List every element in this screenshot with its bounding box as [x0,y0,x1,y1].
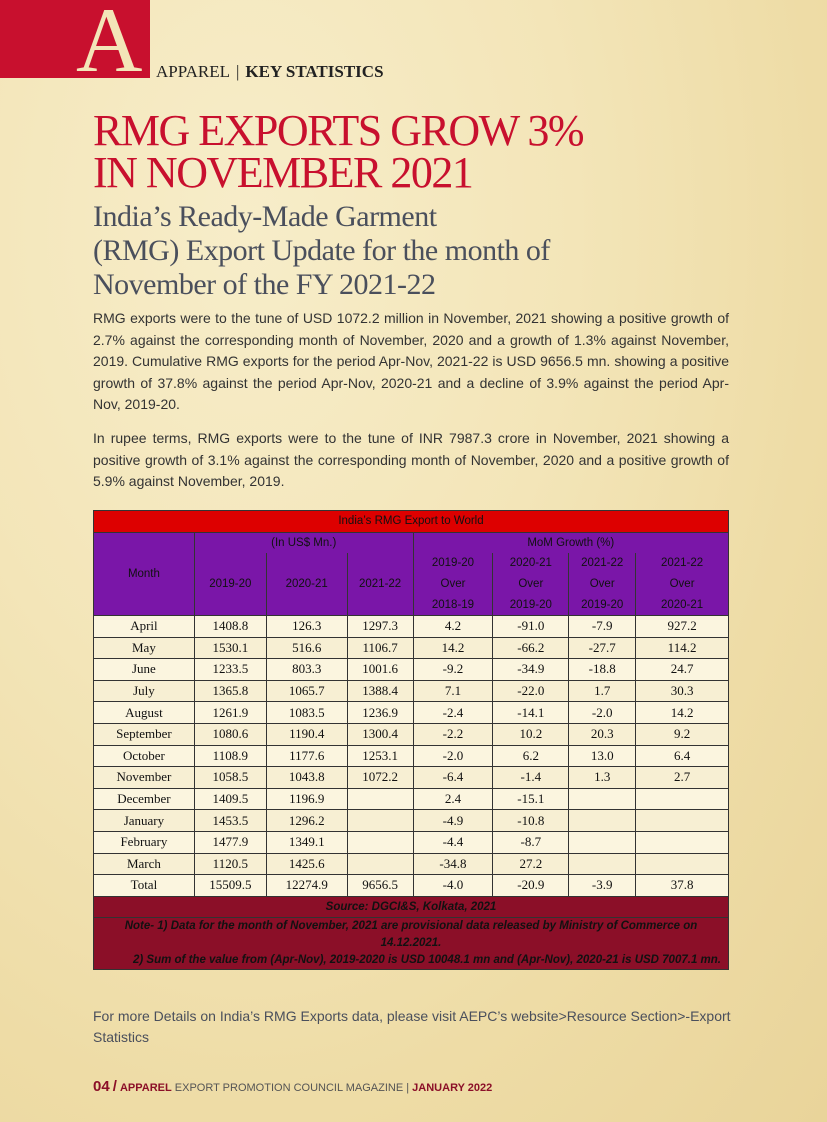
brand-logo-letter: A [76,0,143,91]
table-row [94,810,729,832]
table-cell: -1.4 [493,767,569,789]
page-subtitle [93,200,733,302]
table-source: Source: DGCI&S, Kolkata, 2021 [94,896,729,918]
table-cell: 9.2 [636,723,729,745]
table-row [94,615,729,637]
table-cell: -10.8 [493,810,569,832]
table-cell [636,853,729,875]
table-cell: 1043.8 [266,767,347,789]
mom-header-1-over: Over [413,574,493,595]
table-cell [569,831,636,853]
table-cell: 1425.6 [266,853,347,875]
table-cell: 516.6 [266,637,347,659]
table-cell: 1253.1 [347,745,413,767]
table-cell: -20.9 [493,875,569,897]
footer-apparel: APPAREL [119,1082,172,1094]
table-row [94,702,729,724]
table-note-2: 2) Sum of the value from (Apr-Nov), 2019-2020 is USD 10048.1 mn and (Apr-Nov), 2020-21 is USD 7007.1 mn. [133,954,721,967]
table-cell: 1072.2 [347,767,413,789]
table-cell-month: April [94,615,195,637]
table-cell: 1365.8 [194,680,266,702]
table-cell: 1300.4 [347,723,413,745]
section-name: APPAREL [156,62,231,81]
table-cell: 1236.9 [347,702,413,724]
table-cell: 803.3 [266,659,347,681]
table-cell: 1065.7 [266,680,347,702]
table-cell: -3.9 [569,875,636,897]
table-cell: 15509.5 [194,875,266,897]
table-cell: 1.3 [569,767,636,789]
table-cell: -2.0 [413,745,493,767]
footer-org: EXPORT PROMOTION COUNCIL MAGAZINE [174,1082,404,1094]
table-cell: -91.0 [493,615,569,637]
table-cell-month: May [94,637,195,659]
table-cell [347,810,413,832]
mom-header-2-over: Over [493,574,569,595]
table-cell: -66.2 [493,637,569,659]
table-cell: 12274.9 [266,875,347,897]
table-cell: 1477.9 [194,831,266,853]
body-paragraph-2: In rupee terms, RMG exports were to the tune of INR 7987.3 crore in November, 2021 showing a positive growth of 3.1% against the corresponding month of November, 2020 and a positive growth of 5.9% against November, 2019. [93,430,729,489]
table-row [94,723,729,745]
table-cell: -8.7 [493,831,569,853]
table-cell [347,831,413,853]
table-cell: 30.3 [636,680,729,702]
table-cell: -6.4 [413,767,493,789]
table-cell [569,788,636,810]
table-cell: -34.9 [493,659,569,681]
table-cell: 1530.1 [194,637,266,659]
table-cell: 37.8 [636,875,729,897]
mom-header-4-base: 2020-21 [636,594,729,615]
table-cell [347,788,413,810]
table-cell: -4.4 [413,831,493,853]
group-header-mom: MoM Growth (%) [413,532,728,553]
table-cell: -34.8 [413,853,493,875]
table-cell: 1453.5 [194,810,266,832]
table-cell: 1080.6 [194,723,266,745]
title-line-1: RMG EXPORTS GROW 3% [93,106,583,155]
table-cell-month: February [94,831,195,853]
table-row [94,680,729,702]
rmg-export-table [93,510,729,970]
table-cell: 1083.5 [266,702,347,724]
table-cell: 1261.9 [194,702,266,724]
table-cell: 2.7 [636,767,729,789]
table-cell: 1388.4 [347,680,413,702]
table-row [94,745,729,767]
footer-slash: / [112,1078,117,1095]
page-number: 04 [93,1078,110,1095]
table-cell: -2.4 [413,702,493,724]
table-notes [94,918,729,970]
table-cell: 1.7 [569,680,636,702]
subsection-name: KEY STATISTICS [245,62,384,81]
table-cell-month: November [94,767,195,789]
col-header-2019: 2019-20 [194,553,266,615]
table-cell: 1001.6 [347,659,413,681]
col-header-2020: 2020-21 [266,553,347,615]
table-cell: 126.3 [266,615,347,637]
table-cell-month: Total [94,875,195,897]
table-cell-month: September [94,723,195,745]
table-cell-month: December [94,788,195,810]
table-cell: -4.0 [413,875,493,897]
table-cell: 1177.6 [266,745,347,767]
table-cell: -18.8 [569,659,636,681]
mom-header-4-over: Over [636,574,729,595]
table-row [94,659,729,681]
table-cell: 1408.8 [194,615,266,637]
table-cell: 2.4 [413,788,493,810]
table-cell: 927.2 [636,615,729,637]
mom-header-1-base: 2018-19 [413,594,493,615]
mom-header-3-over: Over [569,574,636,595]
section-separator: | [236,62,240,81]
table-cell: 1296.2 [266,810,347,832]
mom-header-4: 2021-22 [636,553,729,574]
section-header [156,62,384,82]
mom-header-2-base: 2019-20 [493,594,569,615]
table-cell: -22.0 [493,680,569,702]
table-cell: -7.9 [569,615,636,637]
subtitle-line-3: November of the FY 2021-22 [93,268,436,301]
table-row [94,875,729,897]
mom-header-3: 2021-22 [569,553,636,574]
table-cell: -2.2 [413,723,493,745]
table-row [94,637,729,659]
table-cell: 13.0 [569,745,636,767]
mom-header-1: 2019-20 [413,553,493,574]
table-cell: -15.1 [493,788,569,810]
table-cell-month: October [94,745,195,767]
table-cell: 9656.5 [347,875,413,897]
table-cell: -14.1 [493,702,569,724]
table-cell [636,831,729,853]
table-cell [636,788,729,810]
table-cell: 27.2 [493,853,569,875]
table-cell: 1349.1 [266,831,347,853]
table-cell: 1196.9 [266,788,347,810]
table-cell: 6.2 [493,745,569,767]
table-row [94,788,729,810]
table-cell: 1409.5 [194,788,266,810]
more-details-text: For more Details on India’s RMG Exports data, please visit AEPC’s website>Resource Section>-Export Statistics [93,1008,731,1045]
table-cell [569,810,636,832]
page-title [93,106,733,197]
subtitle-line-1: India’s Ready-Made Garment [93,200,437,233]
table-cell: 14.2 [413,637,493,659]
title-line-2: IN NOVEMBER 2021 [93,148,473,197]
table-cell-month: July [94,680,195,702]
table-cell: 1108.9 [194,745,266,767]
table-cell: 114.2 [636,637,729,659]
table-cell [569,853,636,875]
table-cell: 20.3 [569,723,636,745]
table-cell: 1190.4 [266,723,347,745]
body-paragraph-1: RMG exports were to the tune of USD 1072.2 million in November, 2021 showing a positive growth of 2.7% against the corresponding month of November, 2020 and a growth of 1.3% against November, 2019. Cumulative RMG exports for the period Apr-Nov, 2021-22 is USD 9656.5 mn. showing a positive growth of 37.8% against the period Apr-Nov, 2020-21 and a decline of 3.9% against the period Apr-Nov, 2019-20. [93,310,729,412]
table-cell: 10.2 [493,723,569,745]
table-cell-month: January [94,810,195,832]
table-row [94,767,729,789]
page-footer [93,1078,492,1095]
mom-header-2: 2020-21 [493,553,569,574]
table-cell [347,853,413,875]
table-cell-month: March [94,853,195,875]
table-note-1: Note- 1) Data for the month of November, 2021 are provisional data released by Ministry of Commerce on 14.12.2021. [124,920,698,950]
table-cell-month: June [94,659,195,681]
table-cell: -4.9 [413,810,493,832]
table-cell: -9.2 [413,659,493,681]
table-cell: -27.7 [569,637,636,659]
table-cell: 1106.7 [347,637,413,659]
footer-bar: | [406,1082,410,1094]
table-cell: -2.0 [569,702,636,724]
table-cell: 1058.5 [194,767,266,789]
table-cell: 1297.3 [347,615,413,637]
footer-issue: JANUARY 2022 [412,1082,493,1094]
col-header-2021: 2021-22 [347,553,413,615]
table-cell: 1233.5 [194,659,266,681]
table-row [94,831,729,853]
table-cell-month: August [94,702,195,724]
table-cell: 7.1 [413,680,493,702]
table-cell: 4.2 [413,615,493,637]
table-row [94,853,729,875]
table-cell: 24.7 [636,659,729,681]
table-cell: 6.4 [636,745,729,767]
subtitle-line-2: (RMG) Export Update for the month of [93,234,550,267]
mom-header-3-base: 2019-20 [569,594,636,615]
table-title: India’s RMG Export to World [94,511,729,533]
group-header-usd: (In US$ Mn.) [194,532,413,553]
table-cell: 14.2 [636,702,729,724]
table-cell [636,810,729,832]
table-cell: 1120.5 [194,853,266,875]
col-header-month: Month [94,532,195,615]
